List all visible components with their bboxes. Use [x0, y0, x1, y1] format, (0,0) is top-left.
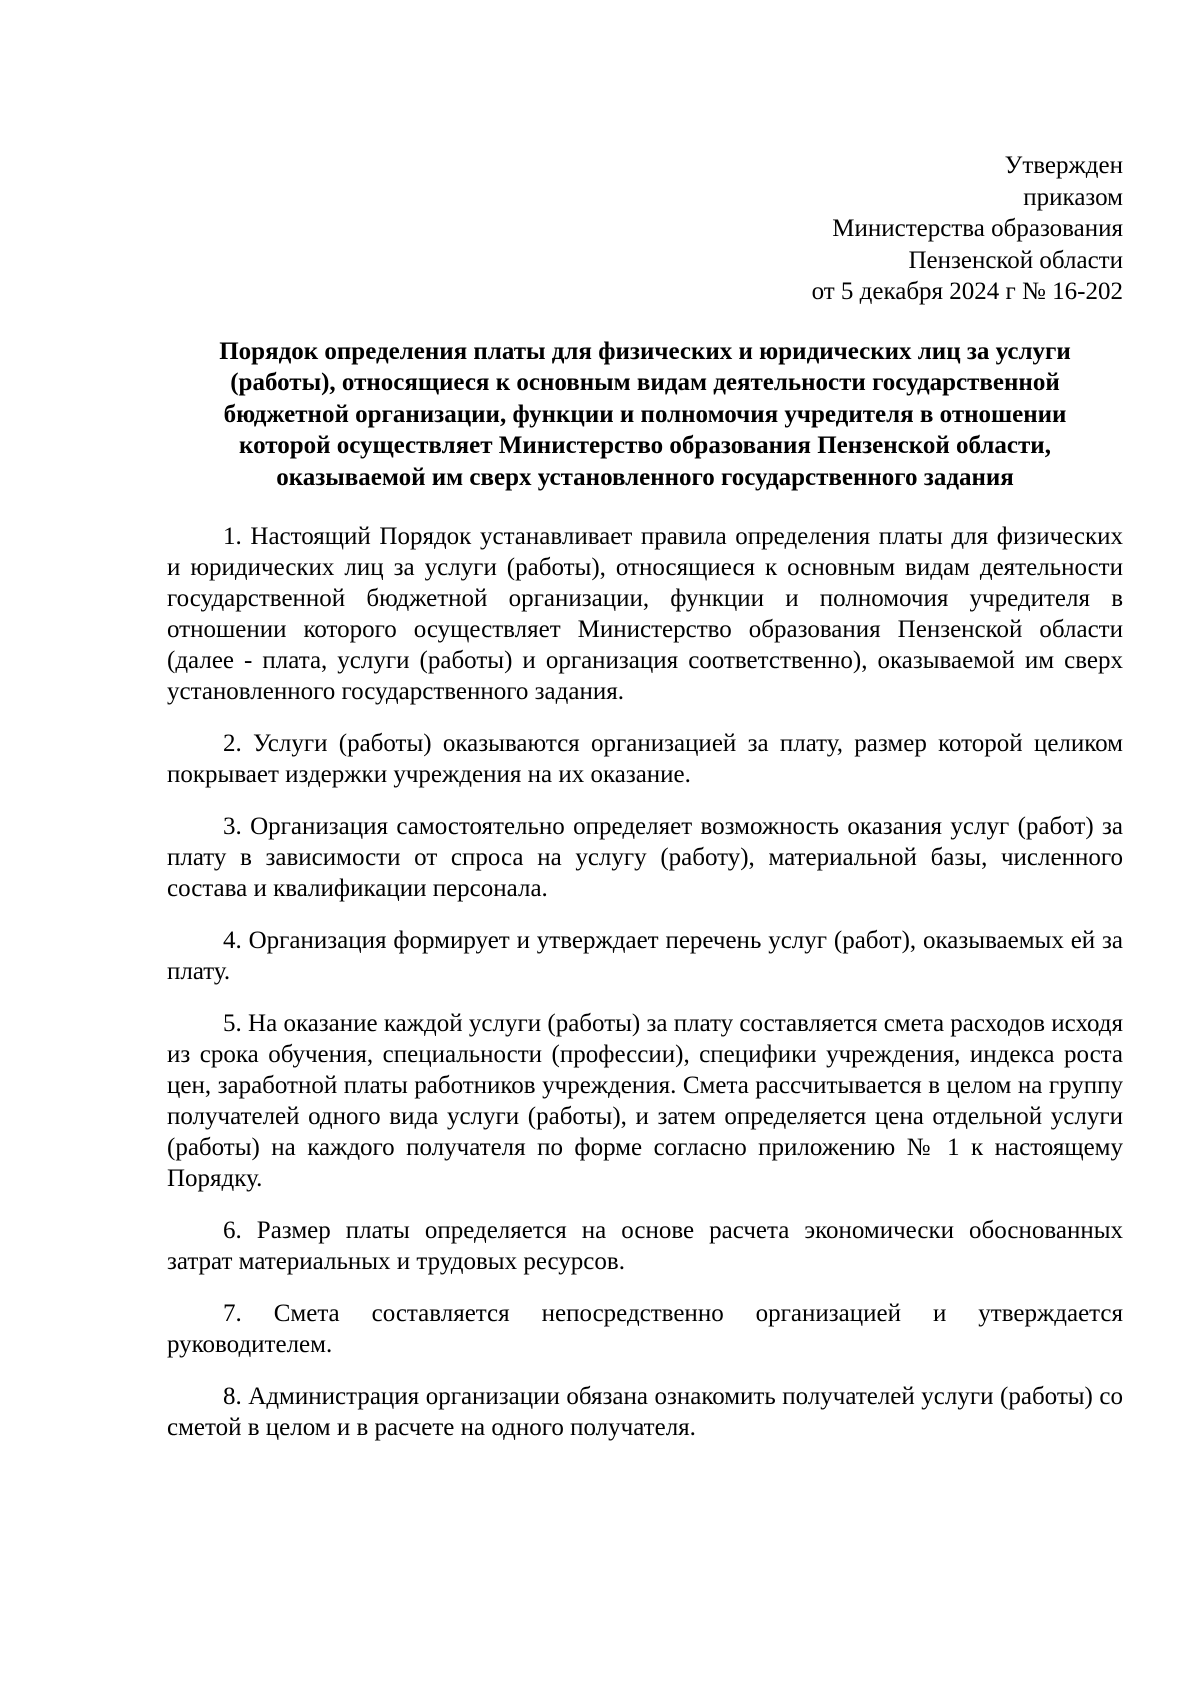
paragraph-2: 2. Услуги (работы) оказываются организацией за плату, размер которой целиком покрывает издержки учреждения на их оказание. — [167, 730, 1123, 788]
approval-stamp-block — [167, 150, 1123, 308]
title-line: оказываемой им сверх установленного государственного задания — [276, 463, 1014, 491]
approval-line: Утвержден — [1004, 152, 1123, 179]
document-title — [167, 336, 1123, 494]
paragraph-1: 1. Настоящий Порядок устанавливает правила определения платы для физических и юридических лиц за услуги (работы), относящиеся к основным видам деятельности государственной бюджетной организации, функции и полномочия учредителя в отношении которого осуществляет Министерство образования Пензенской области (далее - плата, услуги (работы) и организация соответственно), оказываемой им сверх установленного государственного задания. — [167, 523, 1123, 705]
paragraph-7: 7. Смета составляется непосредственно организацией и утверждается руководителем. — [167, 1300, 1123, 1358]
approval-line: Пензенской области — [908, 246, 1123, 274]
title-line: Порядок определения платы для физических и юридических лиц за услуги — [219, 337, 1071, 365]
paragraph-3: 3. Организация самостоятельно определяет возможность оказания услуг (работ) за плату в зависимости от спроса на услугу (работу), материальной базы, численного состава и квалификации персонала. — [167, 813, 1123, 902]
title-line: (работы), относящиеся к основным видам деятельности государственной — [230, 369, 1060, 396]
paragraph-4: 4. Организация формирует и утверждает перечень услуг (работ), оказываемых ей за плату. — [167, 927, 1123, 985]
paragraph-5: 5. На оказание каждой услуги (работы) за плату составляется смета расходов исходя из срока обучения, специальности (профессии), специфики учреждения, индекса роста цен, заработной платы работников учреждения. Смета рассчитывается в целом на группу получателей одного вида услуги (работы), и затем определяется цена отдельной услуги (работы) на каждого получателя по форме согласно приложению № 1 к настоящему Порядку. — [167, 1010, 1123, 1192]
document-body — [167, 521, 1123, 1443]
paragraph-8: 8. Администрация организации обязана ознакомить получателей услуги (работы) со сметой в целом и в расчете на одного получателя. — [167, 1383, 1123, 1441]
title-line: которой осуществляет Министерство образования Пензенской области, — [239, 432, 1051, 459]
approval-line: Министерства образования — [832, 215, 1123, 242]
document-page — [167, 150, 1123, 1464]
approval-date-number: от 5 декабря 2024 г № 16-202 — [811, 278, 1123, 305]
approval-line: приказом — [1023, 183, 1123, 211]
paragraph-6: 6. Размер платы определяется на основе расчета экономически обоснованных затрат материальных и трудовых ресурсов. — [167, 1217, 1123, 1275]
title-line: бюджетной организации, функции и полномочия учредителя в отношении — [223, 400, 1067, 428]
